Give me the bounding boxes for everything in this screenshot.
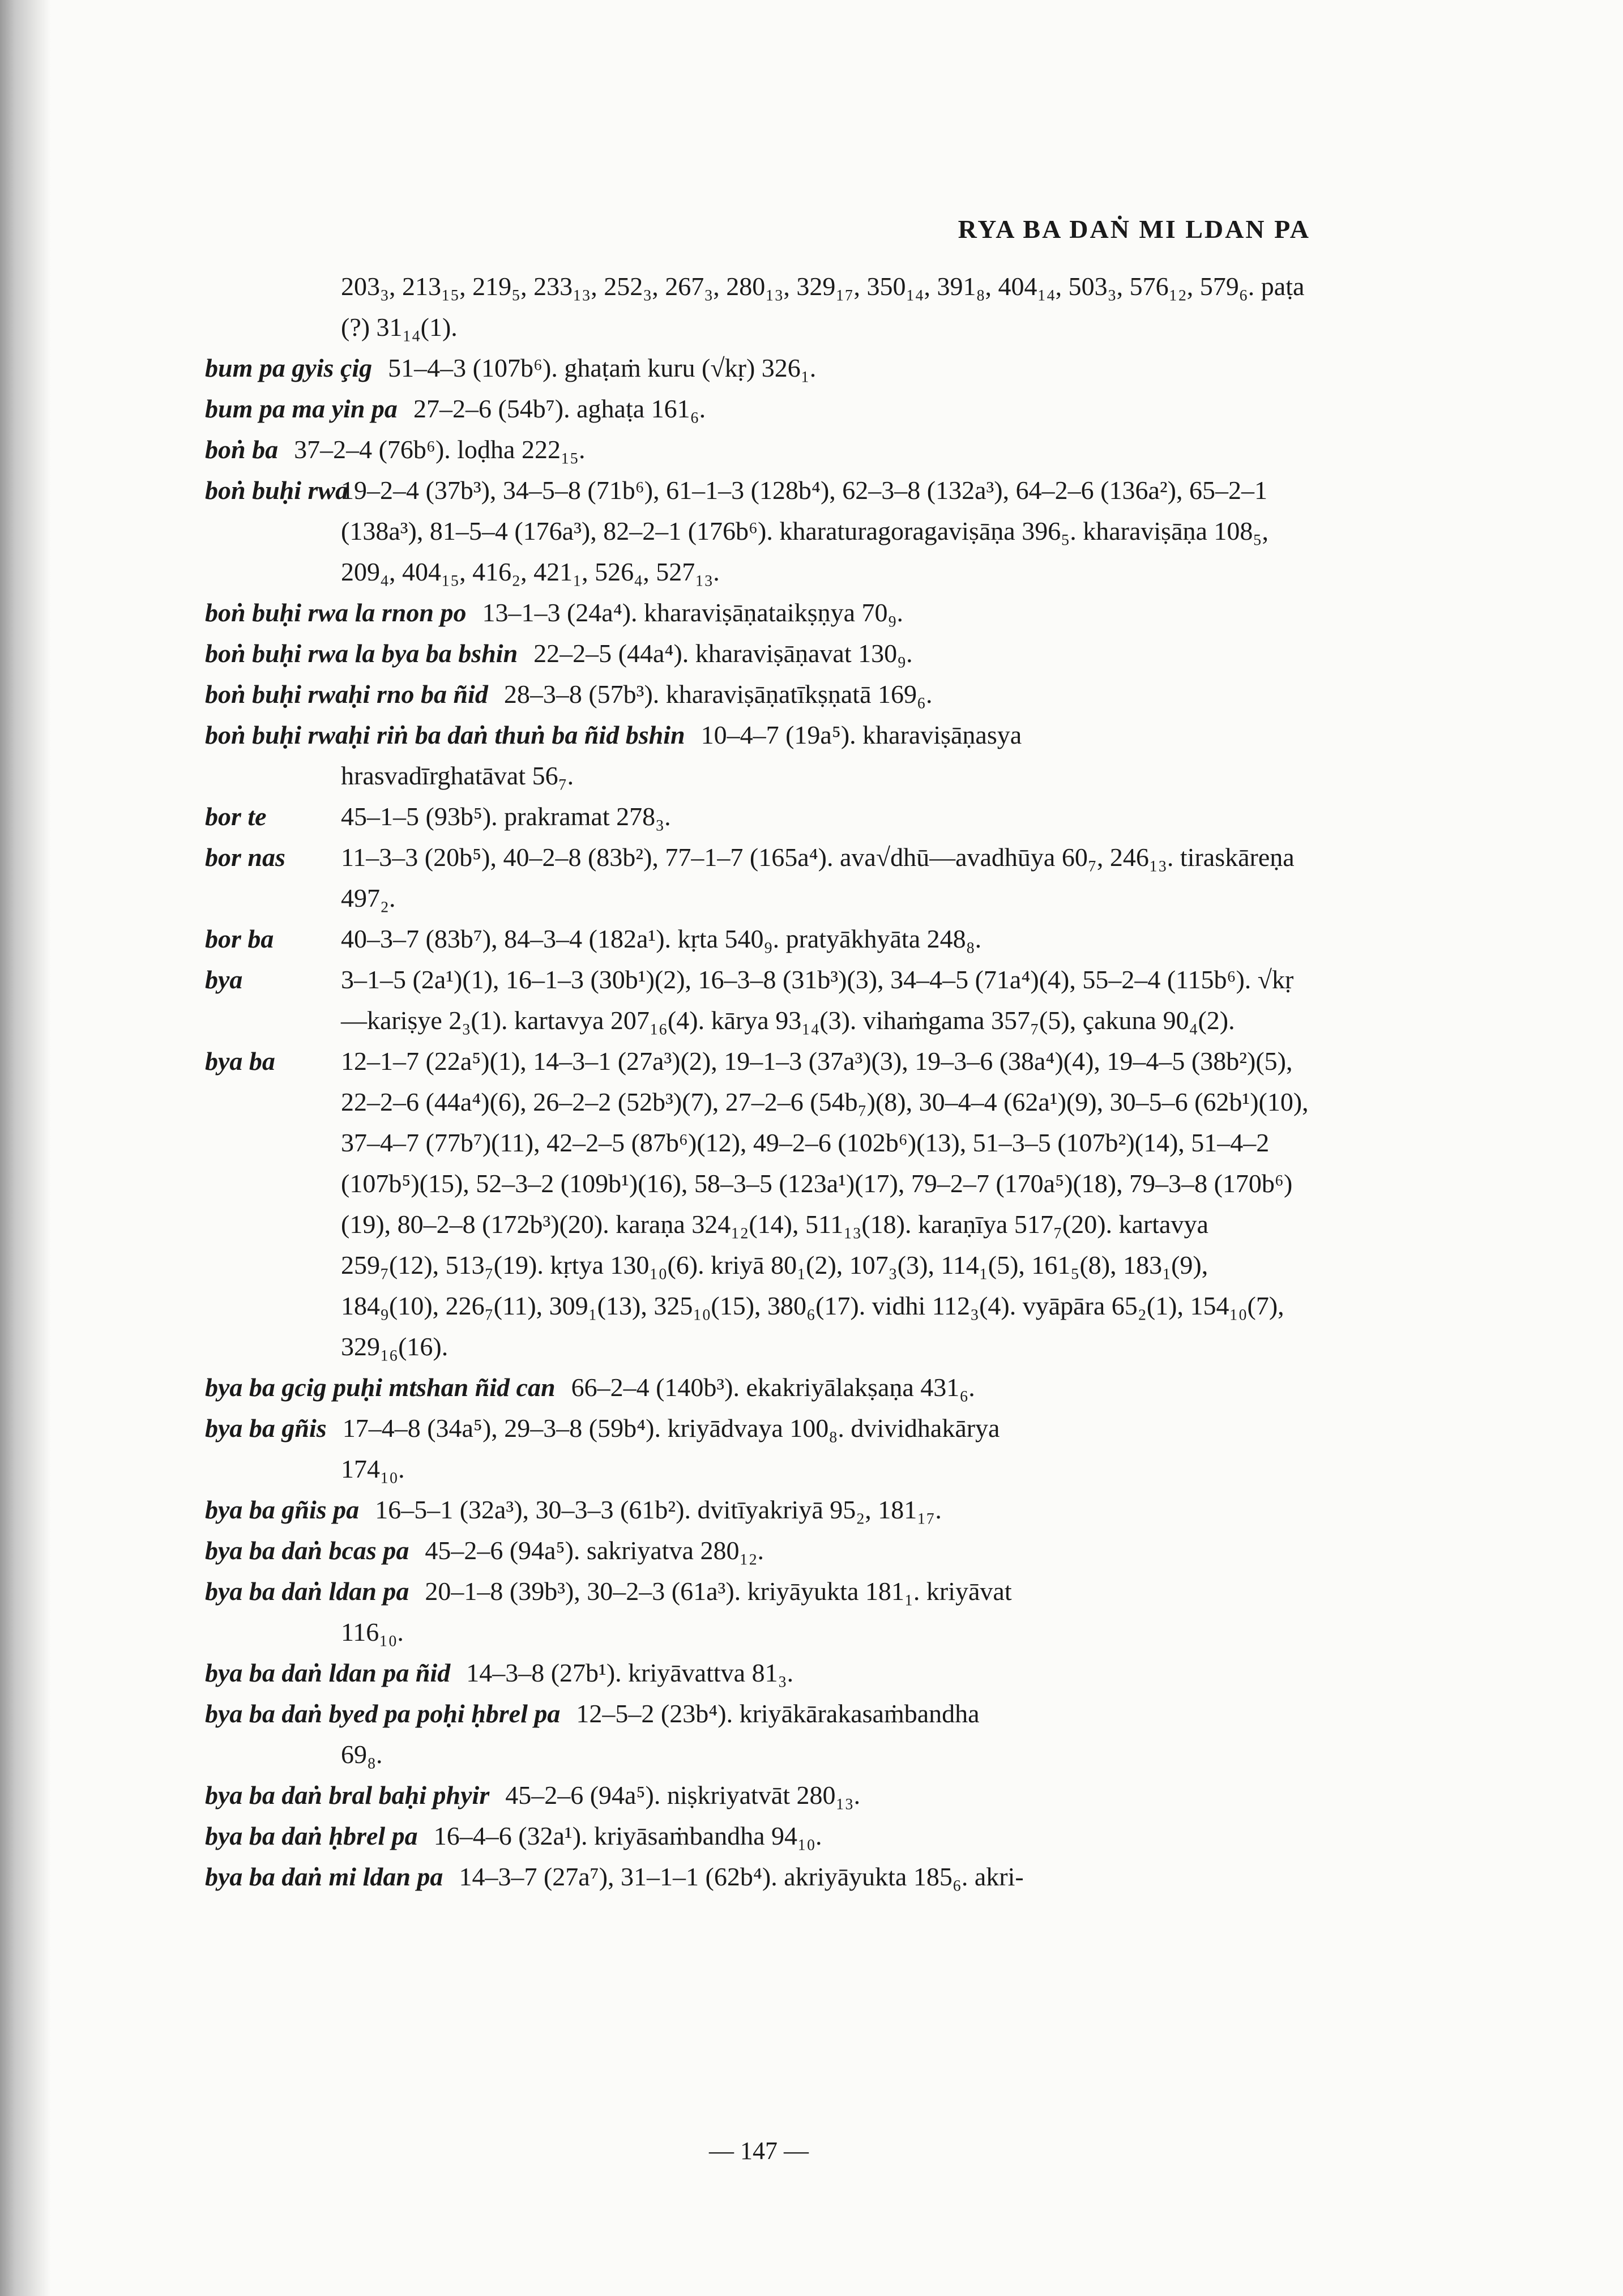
glossary-entry bbox=[205, 1816, 1309, 1857]
entry-term: bor nas bbox=[205, 843, 285, 872]
glossary-entry bbox=[205, 1367, 1309, 1408]
entry-continuation: hrasvadīrghatāvat 56₇. bbox=[341, 761, 574, 790]
entry-term: bya ba daṅ mi ldan pa bbox=[205, 1862, 443, 1891]
entry-references: 14–3–8 (27b¹). kriyāvattva 81₃. bbox=[466, 1658, 794, 1687]
entry-term: bya ba gñis bbox=[205, 1414, 327, 1443]
entry-term: bya ba daṅ ldan pa ñid bbox=[205, 1658, 451, 1687]
entry-continuation: 116₁₀. bbox=[341, 1618, 404, 1646]
entry-references: 13–1–3 (24a⁴). kharaviṣāṇataikṣṇya 70₉. bbox=[482, 598, 904, 627]
entry-references: 19–2–4 (37b³), 34–5–8 (71b⁶), 61–1–3 (128b⁴), 62–3–8 (132a³), 64–2–6 (136a²), 65–2–1 (138a³), 81–5–4 (176a³), 82–2–1 (176b⁶). kharaturagoragaviṣāṇa 396₅. kharaviṣāṇa 108₅, 209₄, 404₁₅, 416₂, 421₁, 526₄, 527₁₃. bbox=[341, 476, 1268, 586]
entry-continuation: 69₈. bbox=[341, 1740, 383, 1769]
glossary-entry bbox=[205, 633, 1309, 674]
entry-term: bya ba bbox=[205, 1047, 275, 1076]
entry-term: bya ba gñis pa bbox=[205, 1495, 360, 1524]
book-spine-shadow bbox=[0, 0, 51, 2296]
entry-references: 40–3–7 (83b⁷), 84–3–4 (182a¹). kṛta 540₉. pratyākhyāta 248₈. bbox=[341, 924, 982, 953]
glossary-entry bbox=[205, 1693, 1309, 1734]
entry-term: bya ba daṅ bcas pa bbox=[205, 1536, 409, 1565]
entry-term: bya ba daṅ ldan pa bbox=[205, 1577, 409, 1606]
entry-references: 37–2–4 (76b⁶). loḍha 222₁₅. bbox=[294, 435, 586, 464]
glossary-entry bbox=[205, 429, 1309, 470]
glossary-entry bbox=[205, 348, 1309, 389]
entry-term: bya ba daṅ bral baḥi phyir bbox=[205, 1781, 490, 1810]
glossary-entry bbox=[205, 674, 1309, 715]
entry-term: bya ba daṅ ḥbrel pa bbox=[205, 1821, 418, 1850]
entry-references: 12–1–7 (22a⁵)(1), 14–3–1 (27a³)(2), 19–1–3 (37a³)(3), 19–3–6 (38a⁴)(4), 19–4–5 (38b²)(5), 22–2–6 (44a⁴)(6), 26–2–2 (52b³)(7), 27–2–6 (54b₇)(8), 30–4–4 (62a¹)(9), 30–5–6 (62b¹)(10), 37–4–7 (77b⁷)(11), 42–2–5 (87b⁶)(12), 49–2–6 (102b⁶)(13), 51–3–5 (107b²)(14), 51–4–2 (107b⁵)(15), 52–3–2 (109b¹)(16), 58–3–5 (123a¹)(17), 79–2–7 (170a⁵)(18), 79–3–8 (170b⁶)(19), 80–2–8 (172b³)(20). karaṇa 324₁₂(14), 511₁₃(18). karaṇīya 517₇(20). kartavya 259₇(12), 513₇(19). kṛtya 130₁₀(6). kriyā 80₁(2), 107₃(3), 114₁(5), 161₅(8), 183₁(9), 184₉(10), 226₇(11), 309₁(13), 325₁₀(15), 380₆(17). vidhi 112₃(4). vyāpāra 65₂(1), 154₁₀(7), 329₁₆(16). bbox=[341, 1047, 1309, 1361]
glossary-entry bbox=[205, 837, 1309, 919]
entry-continuation: 174₁₀. bbox=[341, 1454, 405, 1483]
glossary-entry bbox=[205, 1857, 1309, 1897]
entry-term: bum pa gyis çig bbox=[205, 353, 373, 382]
glossary-entries bbox=[205, 266, 1309, 1897]
entry-references: 66–2–4 (140b³). ekakriyālakṣaṇa 431₆. bbox=[571, 1373, 975, 1402]
entry-references: 28–3–8 (57b³). kharaviṣāṇatīkṣṇatā 169₆. bbox=[503, 680, 933, 709]
entry-references: 16–5–1 (32a³), 30–3–3 (61b²). dvitīyakriyā 95₂, 181₁₇. bbox=[375, 1495, 942, 1524]
running-header: RYA BA DAṄ MI LDAN PA bbox=[958, 215, 1310, 244]
entry-references: 17–4–8 (34a⁵), 29–3–8 (59b⁴). kriyādvaya 100₈. dvividhakārya bbox=[342, 1414, 1000, 1443]
entry-term: boṅ buḥi rwa la bya ba bshin bbox=[205, 639, 518, 668]
glossary-entry bbox=[205, 1775, 1309, 1816]
entry-references: 20–1–8 (39b³), 30–2–3 (61a³). kriyāyukta 181₁. kriyāvat bbox=[425, 1577, 1012, 1606]
glossary-entry bbox=[205, 715, 1309, 756]
glossary-entry bbox=[205, 389, 1309, 429]
glossary-entry bbox=[205, 919, 1309, 959]
entry-references: 51–4–3 (107b⁶). ghaṭaṁ kuru (√kṛ) 326₁. bbox=[388, 353, 817, 382]
glossary-entry bbox=[205, 1530, 1309, 1571]
entry-term: bor te bbox=[205, 802, 267, 831]
entry-references: 11–3–3 (20b⁵), 40–2–8 (83b²), 77–1–7 (165a⁴). ava√dhū—avadhūya 60₇, 246₁₃. tiraskāreṇa 497₂. bbox=[341, 843, 1295, 912]
entry-references: 3–1–5 (2a¹)(1), 16–1–3 (30b¹)(2), 16–3–8 (31b³)(3), 34–4–5 (71a⁴)(4), 55–2–4 (115b⁶). √kṛ—kariṣye 2₃(1). kartavya 207₁₆(4). kārya 93₁₄(3). vihaṁgama 357₇(5), çakuna 90₄(2). bbox=[341, 965, 1294, 1035]
glossary-entry bbox=[205, 1653, 1309, 1693]
glossary-entry bbox=[205, 1571, 1309, 1612]
entry-term: boṅ ba bbox=[205, 435, 279, 464]
glossary-entry bbox=[205, 959, 1309, 1041]
entry-references: 14–3–7 (27a⁷), 31–1–1 (62b⁴). akriyāyukta 185₆. akri- bbox=[459, 1862, 1024, 1891]
entry-term: bya bbox=[205, 965, 243, 994]
entry-term: boṅ buḥi rwa la rnon po bbox=[205, 598, 467, 627]
entry-references: 27–2–6 (54b⁷). aghaṭa 161₆. bbox=[413, 394, 706, 423]
glossary-entry bbox=[205, 796, 1309, 837]
entry-references: 10–4–7 (19a⁵). kharaviṣāṇasya bbox=[701, 720, 1022, 749]
entry-term: bya ba daṅ byed pa poḥi ḥbrel pa bbox=[205, 1699, 561, 1728]
entry-references: 45–2–6 (94a⁵). sakriyatva 280₁₂. bbox=[425, 1536, 764, 1565]
glossary-entry bbox=[205, 592, 1309, 633]
entry-references: 22–2–5 (44a⁴). kharaviṣāṇavat 130₉. bbox=[533, 639, 913, 668]
glossary-entry bbox=[205, 470, 1309, 592]
entry-references: 45–2–6 (94a⁵). niṣkriyatvāt 280₁₃. bbox=[505, 1781, 861, 1810]
glossary-entry bbox=[205, 1041, 1309, 1367]
entry-term: bor ba bbox=[205, 924, 274, 953]
glossary-entry bbox=[205, 1408, 1309, 1449]
entry-term: bum pa ma yin pa bbox=[205, 394, 398, 423]
entry-term: boṅ buḥi rwaḥi riṅ ba daṅ thuṅ ba ñid bshin bbox=[205, 720, 685, 749]
glossary-entry bbox=[205, 1490, 1309, 1530]
entry-term: bya ba gcig puḥi mtshan ñid can bbox=[205, 1373, 556, 1402]
entry-references: 16–4–6 (32a¹). kriyāsaṁbandha 94₁₀. bbox=[433, 1821, 822, 1850]
entry-term: boṅ buḥi rwaḥi rno ba ñid bbox=[205, 680, 488, 709]
entry-references: 45–1–5 (93b⁵). prakramat 278₃. bbox=[341, 802, 671, 831]
entry-list bbox=[205, 348, 1309, 1897]
entry-term: boṅ buḥi rwa bbox=[205, 476, 349, 505]
entry-references: 12–5–2 (23b⁴). kriyākārakasaṁbandha bbox=[576, 1699, 980, 1728]
lead-in-references: 203₃, 213₁₅, 219₅, 233₁₃, 252₃, 267₃, 280₁₃, 329₁₇, 350₁₄, 391₈, 404₁₄, 503₃, 576₁₂, 579₆. paṭa (?) 31₁₄(1). bbox=[341, 272, 1305, 342]
page-number: — 147 — bbox=[709, 2137, 809, 2165]
